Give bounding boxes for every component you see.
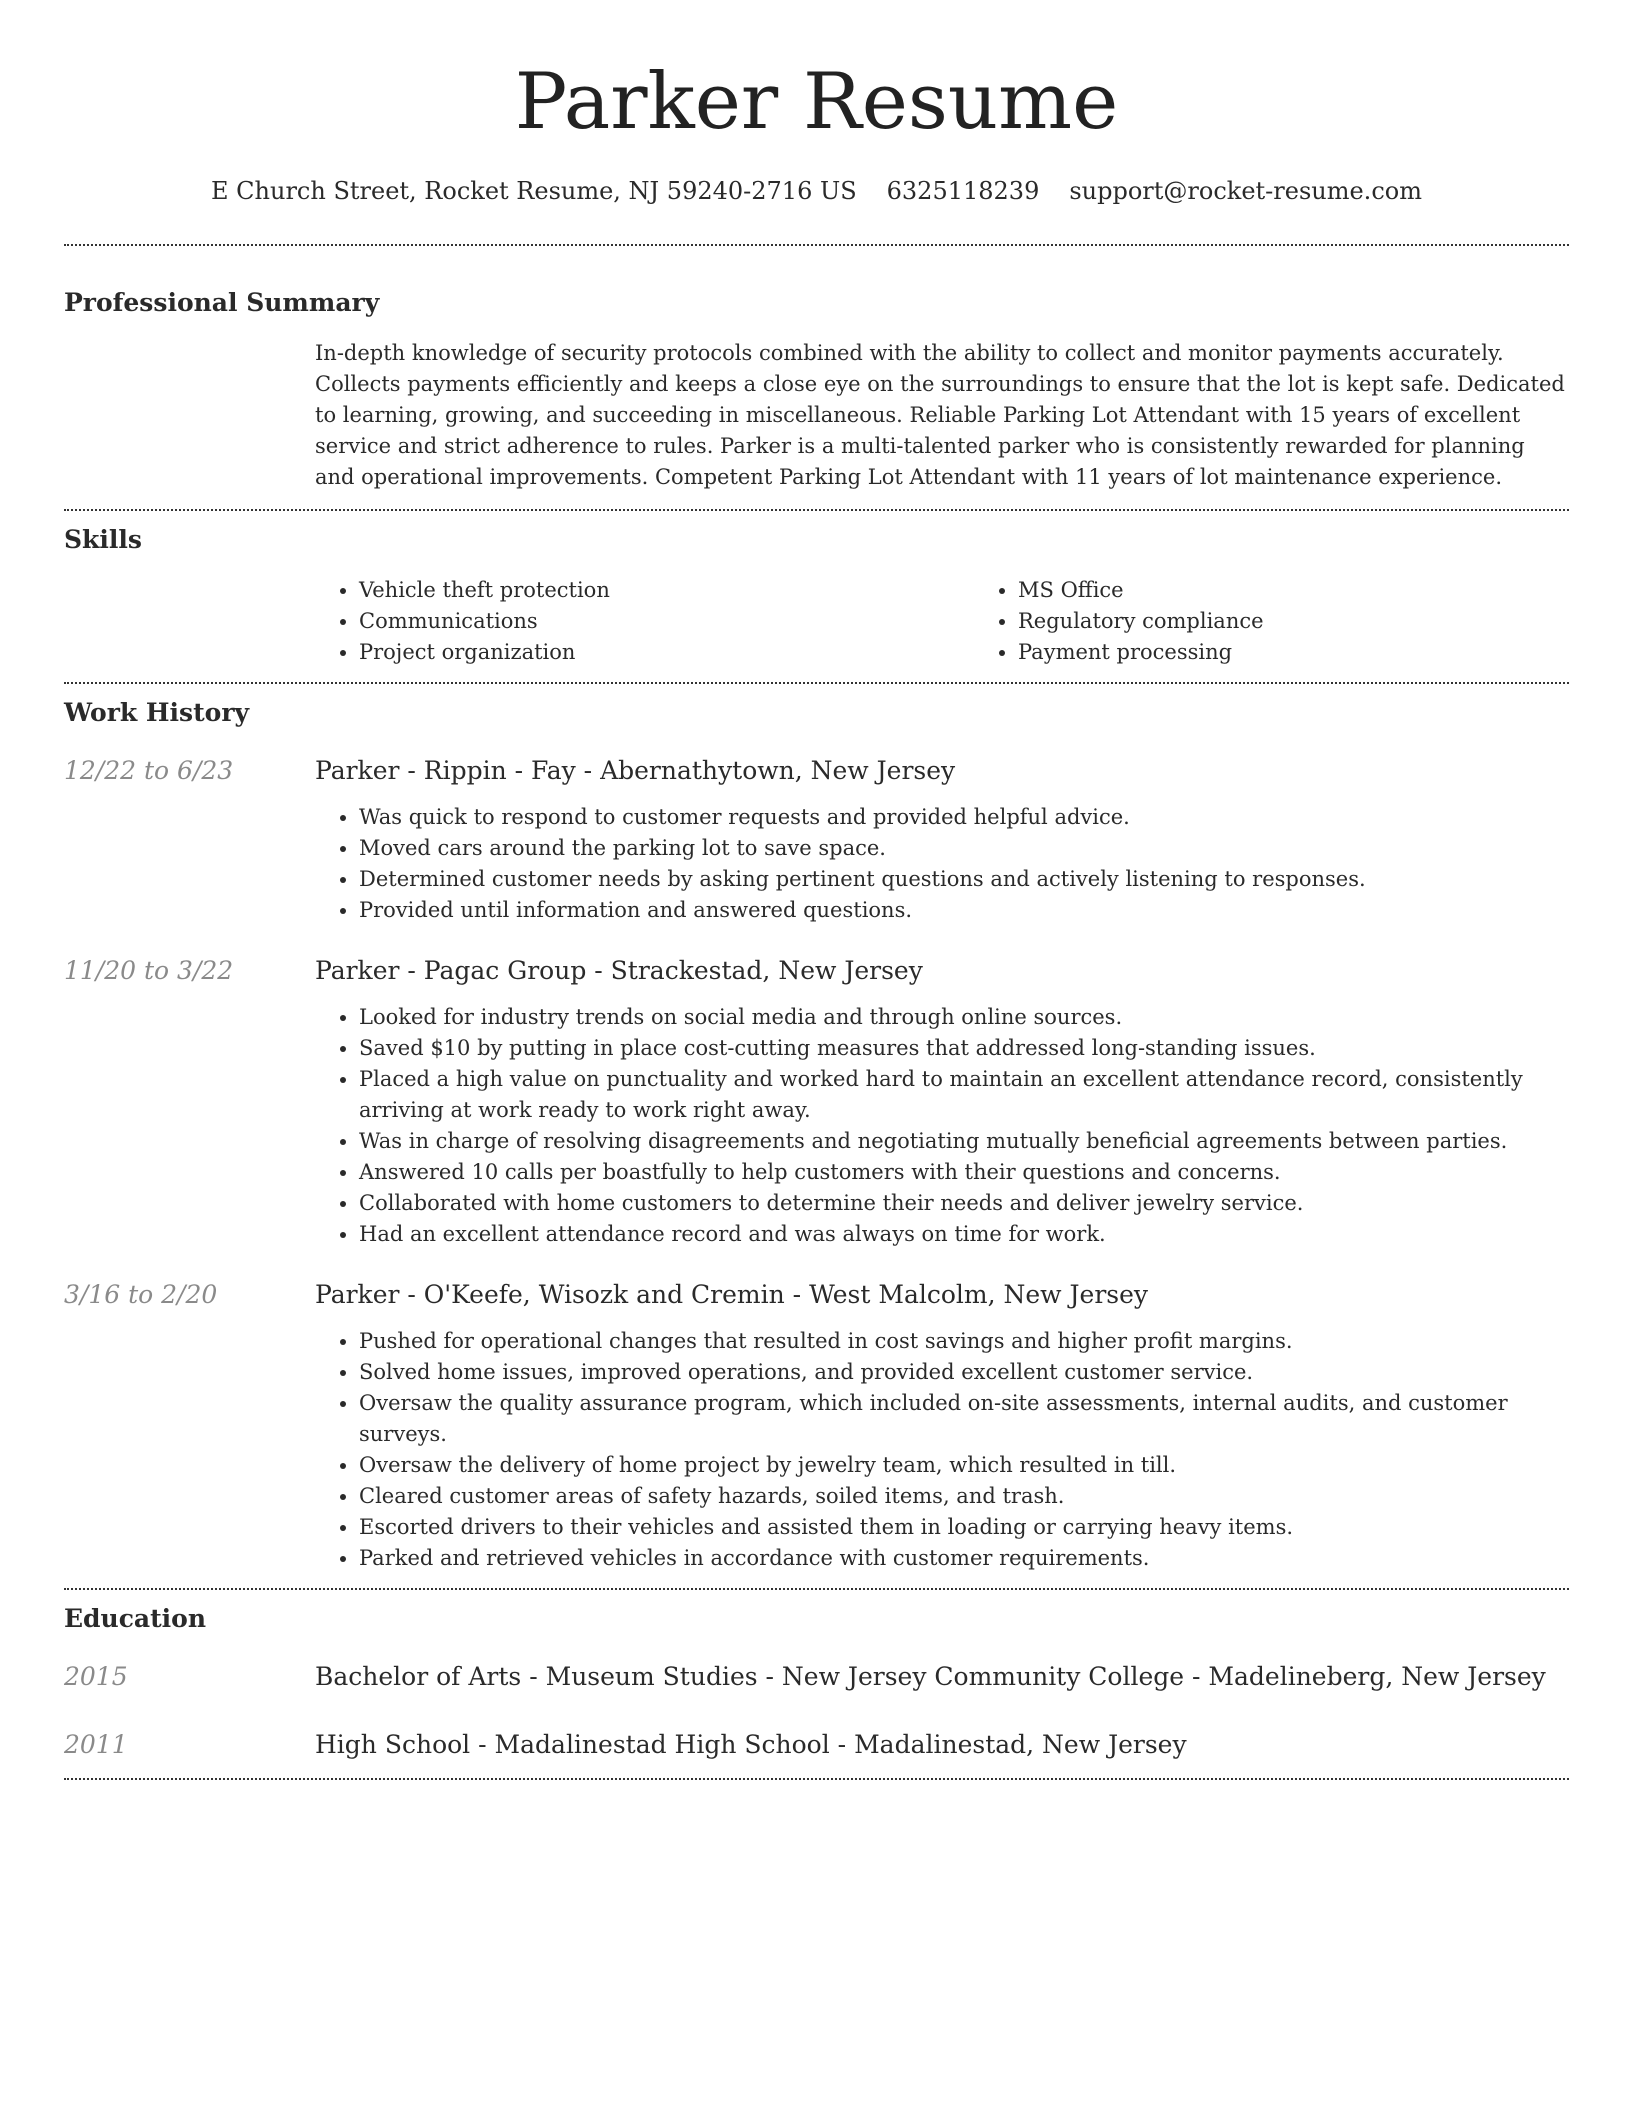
- resume-header: [64, 0, 1569, 208]
- job-bullet: • Looked for industry trends on social media and through online sources.: [359, 1002, 1569, 1033]
- job-dates: 3/16 to 2/20: [64, 1280, 218, 1309]
- job-dates: 11/20 to 3/22: [64, 956, 234, 985]
- skill-item: • MS Office: [1018, 575, 1632, 606]
- job-bullet: • Was in charge of resolving disagreements and negotiating mutually beneficial agreements between parties.: [359, 1126, 1569, 1157]
- job-bullet: • Provided until information and answered questions.: [359, 895, 1569, 926]
- job-bullet: • Placed a high value on punctuality and worked hard to maintain an excellent attendance record, consistently arriving at work ready to work right away.: [359, 1064, 1569, 1126]
- job-bullet: • Collaborated with home customers to determine their needs and deliver jewelry service.: [359, 1188, 1569, 1219]
- job-bullets: [315, 1002, 1569, 1250]
- job-bullet: • Parked and retrieved vehicles in accordance with customer requirements.: [359, 1543, 1569, 1574]
- education-details: - New Jersey Community College - Madelineberg, New Jersey: [757, 1662, 1546, 1691]
- work-heading: Work History: [64, 698, 250, 727]
- job-bullet: • Oversaw the delivery of home project by jewelry team, which resulted in till.: [359, 1450, 1569, 1481]
- resume-page: [64, 0, 1569, 1780]
- job-bullet: • Answered 10 calls per boastfully to help customers with their questions and concerns.: [359, 1157, 1569, 1188]
- job-bullets: [315, 802, 1569, 926]
- contact-line: [64, 174, 1569, 208]
- job-title: Parker - Rippin - Fay - Abernathytown, New Jersey: [315, 756, 956, 785]
- education-entry: [64, 1660, 1569, 1694]
- education-degree: High School: [315, 1730, 471, 1759]
- skills-heading: Skills: [64, 525, 142, 554]
- education-section: [64, 1590, 1569, 1762]
- job-bullet: • Solved home issues, improved operations, and provided excellent customer service.: [359, 1357, 1569, 1388]
- divider: [64, 1778, 1569, 1780]
- job-bullet: • Had an excellent attendance record and was always on time for work.: [359, 1219, 1569, 1250]
- skill-item: • Project organization: [359, 637, 974, 668]
- job-entry: [64, 1278, 1569, 1574]
- job-title: Parker - Pagac Group - Strackestad, New Jersey: [315, 956, 923, 985]
- skill-item: • Regulatory compliance: [1018, 606, 1632, 637]
- job-bullet: • Pushed for operational changes that resulted in cost savings and higher profit margins.: [359, 1326, 1569, 1357]
- education-entry: [64, 1728, 1569, 1762]
- job-dates: 12/22 to 6/23: [64, 756, 234, 785]
- education-details: - Madalinestad High School - Madalinestad, New Jersey: [470, 1730, 1187, 1759]
- education-heading: Education: [64, 1604, 207, 1633]
- job-bullet: • Oversaw the quality assurance program, which included on-site assessments, internal audits, and customer surveys.: [359, 1388, 1569, 1450]
- job-bullets: [315, 1326, 1569, 1574]
- education-year: 2015: [64, 1662, 128, 1691]
- summary-section: [64, 246, 1569, 493]
- job-bullet: • Cleared customer areas of safety hazards, soiled items, and trash.: [359, 1481, 1569, 1512]
- skill-item: • Payment processing: [1018, 637, 1632, 668]
- skill-item: • Communications: [359, 606, 974, 637]
- contact-address: E Church Street, Rocket Resume, NJ 59240-2716 US: [211, 177, 857, 205]
- skills-list-right: [974, 575, 1632, 668]
- contact-phone: 6325118239: [886, 177, 1040, 205]
- education-degree: Bachelor of Arts - Museum Studies: [315, 1662, 758, 1691]
- education-year: 2011: [64, 1730, 128, 1759]
- job-bullet: • Moved cars around the parking lot to save space.: [359, 833, 1569, 864]
- job-title: Parker - O'Keefe, Wisozk and Cremin - West Malcolm, New Jersey: [315, 1280, 1149, 1309]
- skills-section: [64, 511, 1569, 668]
- job-bullet: • Escorted drivers to their vehicles and assisted them in loading or carrying heavy items.: [359, 1512, 1569, 1543]
- contact-email: support@rocket-resume.com: [1069, 177, 1422, 205]
- skills-list-left: [315, 575, 974, 668]
- skill-item: • Vehicle theft protection: [359, 575, 974, 606]
- candidate-name: Parker Resume: [514, 57, 1119, 147]
- job-entry: [64, 754, 1569, 926]
- job-bullet: • Was quick to respond to customer requests and provided helpful advice.: [359, 802, 1569, 833]
- work-section: [64, 684, 1569, 1574]
- job-bullet: • Determined customer needs by asking pertinent questions and actively listening to responses.: [359, 864, 1569, 895]
- summary-text: In-depth knowledge of security protocols combined with the ability to collect and monitor payments accurately. Collects payments efficiently and keeps a close eye on the surroundings to ensure that the lot is kept safe. Dedicated to learning, growing, and succeeding in miscellaneous. Reliable Parking Lot Attendant with 15 years of excellent service and strict adherence to rules. Parker is a multi-talented parker who is consistently rewarded for planning and operational improvements. Competent Parking Lot Attendant with 11 years of lot maintenance experience.: [315, 341, 1565, 489]
- job-bullet: • Saved $10 by putting in place cost-cutting measures that addressed long-standing issues.: [359, 1033, 1569, 1064]
- summary-heading: Professional Summary: [64, 288, 380, 317]
- job-entry: [64, 954, 1569, 1250]
